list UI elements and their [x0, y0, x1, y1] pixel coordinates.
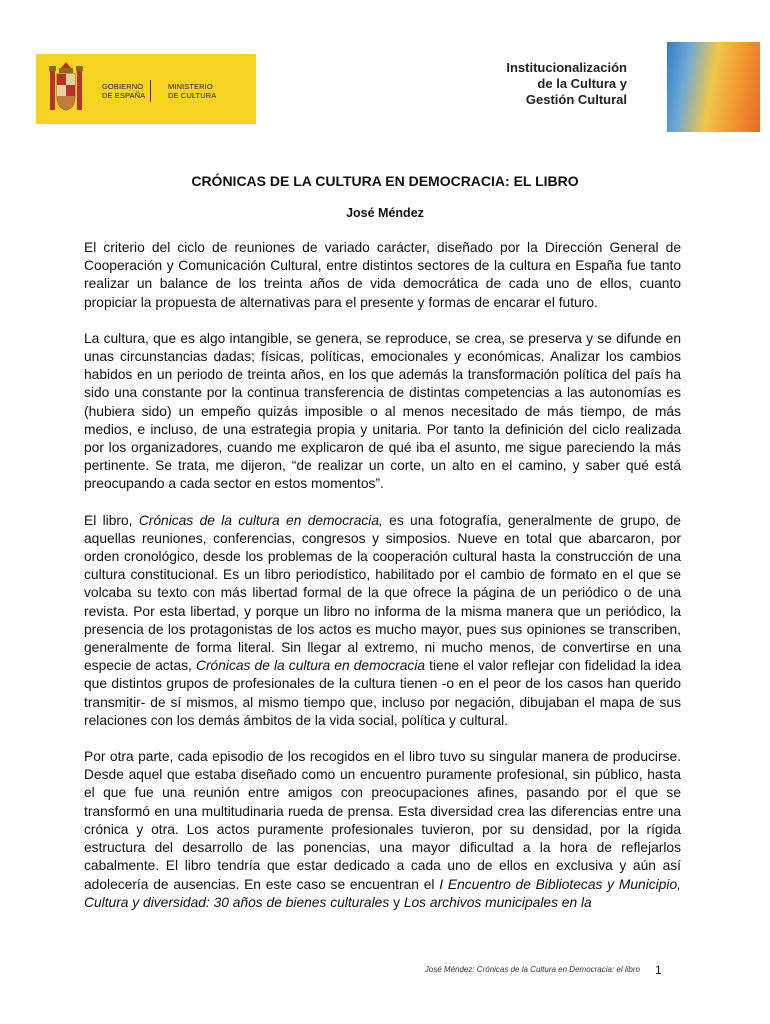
coat-of-arms-icon [48, 60, 84, 116]
gobierno-label: GOBIERNO DE ESPAÑA [102, 82, 146, 100]
document-author: José Méndez [346, 206, 424, 220]
italic-text-run: Crónicas de la cultura en democracia, [138, 512, 383, 528]
text-run: El libro, [84, 512, 139, 528]
text-run: El criterio del ciclo de reuniones de variado carácter, diseñado por la Dirección General de Cooperación y Comunicación Cultural, entre distintos sectores de la cultura en España fue tanto realizar un balance de los treinta años de vida democrática de cada uno de ellos, cuanto propiciar la propuesta de alternativas para el presente y formas de encarar el futuro. [84, 240, 681, 310]
ministerio-label: MINISTERIO DE CULTURA [168, 82, 217, 100]
paragraph [84, 330, 681, 494]
paragraph [84, 512, 681, 730]
italic-text-run: I Encuentro de Bibliotecas y Municipio, Cultura y diversidad: 30 años de bienes culturales [84, 876, 681, 910]
text-run: Por otra parte, cada episodio de los recogidos en el libro tuvo su singular manera de producirse. Desde aquel que estaba diseñado como un encuentro puramente profesional, sin público, hasta el que fue una reunión entre amigos con preocupaciones afines, pasando por el que se transformó en una multitudinaria rueda de prensa. Esta diversidad crea las diferencias entre una crónica y otra. Los actos puramente profesionales tuvieron, por su densidad, por la rígida estructura del desarrollo de las ponencias, una mayor dificultad a la hora de reflejarlos cabalmente. El libro tendría que estar dedicado a cada uno de ellos en exclusiva y aún así adolecería de ausencias. En este caso se encuentran el [84, 749, 681, 892]
text-run: es una fotografía, generalmente de grupo, de aquellas reuniones, conferencias, congresos y simposios. Nueve en total que abarcaron, por orden cronológico, desde los problemas de la cooperación cultural hasta la construcción de una cultura constitucional. Es un libro periodístico, habilitado por el cambio de formato en el que se volcaba su texto con más libertad formal de la que ofrece la página de un periódico o de una revista. Por esta libertad, y porque un libro no informa de la misma manera que un periódico, la presencia de los protagonistas de los actos es mucho mayor, pues sus opiniones se transcriben, generalmente de forma literal. Sin llegar al extremo, ni mucho menos, de convertirse en una especie de actas, [84, 512, 681, 674]
text-run: tiene el valor reflejar con fidelidad la idea que distintos grupos de profesionales de la cultura tienen -o en el peor de los casos han querido transmitir- de sí mismos, al mismo tiempo que, incluso por negación, dibujaban el mapa de sus relaciones con los demás ámbitos de la vida social, política y cultural. [84, 658, 681, 728]
document-title: CRÓNICAS DE LA CULTURA EN DEMOCRACIA: EL LIBRO [191, 173, 579, 189]
document-body [84, 239, 681, 951]
page-number: 1 [655, 963, 662, 977]
running-footer: José Méndez: Crónicas de la Cultura en Democracia: el libro [424, 965, 640, 974]
text-run: La cultura, que es algo intangible, se genera, se reproduce, se crea, se preserva y se difunde en unas circunstancias dadas; físicas, políticas, emocionales y económicas. Analizar los cambios habidos en un periodo de treinta años, en los que además la transformación política del país ha sido una constante por la continua transferencia de distintas competencias a las autonomías es (hubiera sido) un empeño quizás imposible o al menos necesitado de más tiempo, de más medios, e incluso, de una estrategia propia y unitaria. Por tanto la definición del ciclo realizada por los organizadores, cuando me explicaron de qué iba el asunto, me sigue pareciendo la más pertinente. Se trata, me dijeron, “de realizar un corte, un alto en el camino, y saber qué está preocupando a cada sector en estos momentos”. [84, 330, 681, 492]
logo-divider [150, 80, 151, 102]
italic-text-run: Crónicas de la cultura en democracia [196, 658, 426, 674]
italic-text-run: Los archivos municipales en la [403, 894, 592, 910]
paragraph [84, 239, 681, 312]
brand-gradient-block [667, 42, 760, 132]
paragraph [84, 748, 681, 912]
text-run: y [389, 894, 404, 910]
government-logo [36, 54, 256, 124]
institution-title: Institucionalización de la Cultura y Gestión Cultural [506, 60, 627, 107]
